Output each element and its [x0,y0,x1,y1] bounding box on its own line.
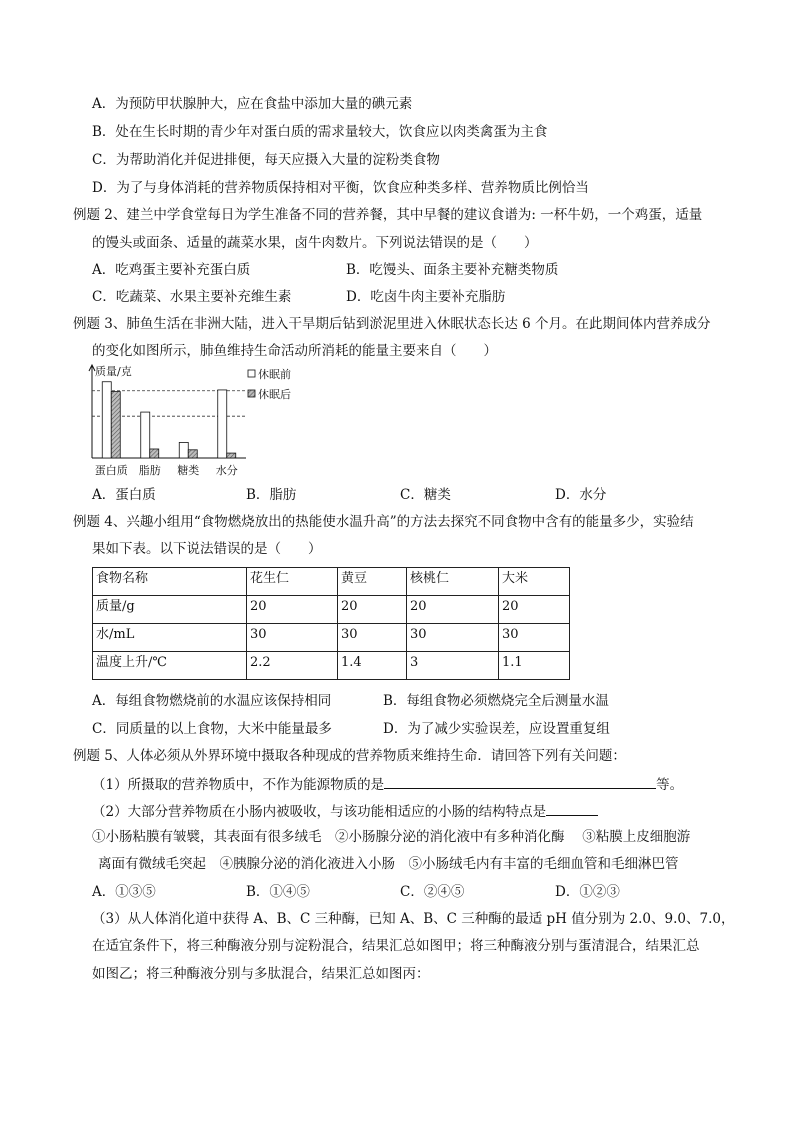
ex5-statements-line2: 离面有微绒毛突起 ④胰腺分泌的消化液进入小肠 ⑤小肠绒毛内有丰富的毛细血管和毛细淋巴管 [98,856,679,872]
ex2-stem-line2: 的馒头或面条、适量的蔬菜水果，卤牛肉数片。下列说法错误的是（ ） [92,235,538,251]
q1-option-b: B．处在生长时期的青少年对蛋白质的需求量较大，饮食应以肉类禽蛋为主食 [92,124,548,140]
ex3-option-a: A．蛋白质 [92,487,156,503]
table-header-cell: 食物名称 [93,568,247,596]
table-header-cell: 花生仁 [247,568,338,596]
x-tick-label: 脂肪 [138,464,161,477]
ex5-option-a: A．①③⑤ [92,884,156,900]
x-tick-label: 蛋白质 [94,464,128,477]
x-tick-label: 水分 [215,464,238,477]
table-row [93,652,570,680]
ex4-option-c: C．同质量的以上食物，大米中能量最多 [92,721,332,737]
legend-swatch [248,370,255,377]
ex4-option-d: D．为了减少实验误差，应设置重复组 [383,721,610,737]
table-cell: 20 [338,596,407,624]
ex3-option-b: B．脂肪 [246,487,297,503]
ex5-option-d: D．①②③ [555,884,620,900]
table-cell: 水/mL [93,624,247,652]
table-header-cell: 黄豆 [338,568,407,596]
ex2-option-b: B．吃馒头、面条主要补充糖类物质 [346,262,559,278]
legend-label: 休眠后 [258,388,291,401]
q1-option-d: D．为了与身体消耗的营养物质保持相对平衡，饮食应种类多样、营养物质比例恰当 [92,180,589,196]
legend-swatch [248,390,255,397]
table-cell: 3 [407,652,499,680]
bar-after [227,453,236,458]
ex5-q3-line2: 在适宜条件下，将三种酶液分别与淀粉混合，结果汇总如图甲；将三种酶液分别与蛋清混合，结果汇总 [92,938,700,954]
table-cell: 20 [247,596,338,624]
ex5-q1-suffix: 等。 [656,777,684,793]
table-cell: 30 [247,624,338,652]
legend-label: 休眠前 [258,368,291,381]
bar-after [150,449,159,458]
table-row [93,624,570,652]
food-energy-table [92,567,570,680]
bar-before [179,442,188,458]
ex3-option-d: D．水分 [555,487,607,503]
ex2-option-c: C．吃蔬菜、水果主要补充维生素 [92,289,292,305]
bar-before [141,412,150,458]
ex5-intro: 例题 5、人体必须从外界环境中摄取各种现成的营养物质来维持生命．请回答下列有关问题： [73,748,626,764]
table-cell: 30 [499,624,570,652]
ex2-option-d: D．吃卤牛肉主要补充脂肪 [346,289,506,305]
bar-after [188,450,197,458]
bar-before [218,390,227,458]
ex5-q3-line3: 如图乙；将三种酶液分别与多肽混合，结果汇总如图丙： [92,966,430,982]
ex4-stem-line1: 例题 4、兴趣小组用“食物燃烧放出的热能使水温升高”的方法去探究不同食物中含有的能量多少，实验结 [73,514,694,530]
table-header-cell: 核桃仁 [407,568,499,596]
nutrient-bar-chart [86,364,291,480]
answer-blank [384,775,656,789]
table-cell: 20 [499,596,570,624]
table-cell: 30 [407,624,499,652]
table-cell: 20 [407,596,499,624]
table-header-cell: 大米 [499,568,570,596]
q1-option-a: A．为预防甲状腺肿大，应在食盐中添加大量的碘元素 [92,96,413,112]
table-row [93,596,570,624]
ex5-q1-text: （1）所摄取的营养物质中，不作为能源物质的是 [92,777,385,793]
ex3-stem-line2: 的变化如图所示，肺鱼维持生命活动所消耗的能量主要来自（ ） [92,343,497,359]
ex5-option-b: B．①④⑤ [246,884,310,900]
ex5-q3-line1: （3）从人体消化道中获得 A、B、C 三种酶，已知 A、B、C 三种酶的最适 pH 值分别为 2.0、9.0、7.0， [92,911,735,927]
ex5-statements-line1: ①小肠粘膜有皱襞，其表面有很多绒毛 ②小肠腺分泌的消化液中有多种消化酶 ③粘膜上皮细胞游 [92,829,691,845]
ex3-stem-line1: 例题 3、肺鱼生活在非洲大陆，进入干旱期后钻到淤泥里进入休眠状态长达 6 个月。在此期间体内营养成分 [73,316,711,332]
ex4-option-a: A．每组食物燃烧前的水温应该保持相同 [92,693,332,709]
ex5-q2 [92,802,598,820]
table-cell: 温度上升/℃ [93,652,247,680]
table-cell: 1.4 [338,652,407,680]
ex3-option-c: C．糖类 [400,487,451,503]
ex5-option-c: C．②④⑤ [400,884,465,900]
ex2-option-a: A．吃鸡蛋主要补充蛋白质 [92,262,251,278]
x-tick-label: 糖类 [177,464,200,477]
ex4-option-b: B．每组食物必须燃烧完全后测量水温 [383,693,609,709]
ex5-q1 [92,775,683,793]
table-cell: 2.2 [247,652,338,680]
table-cell: 30 [338,624,407,652]
q1-option-c: C．为帮助消化并促进排便，每天应摄入大量的淀粉类食物 [92,152,440,168]
answer-blank [546,802,598,816]
ex4-stem-line2: 果如下表。以下说法错误的是（ ） [92,541,322,557]
y-axis-label: 质量/克 [95,365,132,378]
table-header-row [93,568,570,596]
table-cell: 1.1 [499,652,570,680]
table-cell: 质量/g [93,596,247,624]
ex5-q2-text: （2）大部分营养物质在小肠内被吸收，与该功能相适应的小肠的结构特点是 [92,804,547,820]
bar-before [102,382,111,458]
bar-after [111,392,120,458]
ex2-stem-line1: 例题 2、建兰中学食堂每日为学生准备不同的营养餐，其中早餐的建议食谱为: 一杯牛奶，一个鸡蛋，适量 [73,207,703,223]
